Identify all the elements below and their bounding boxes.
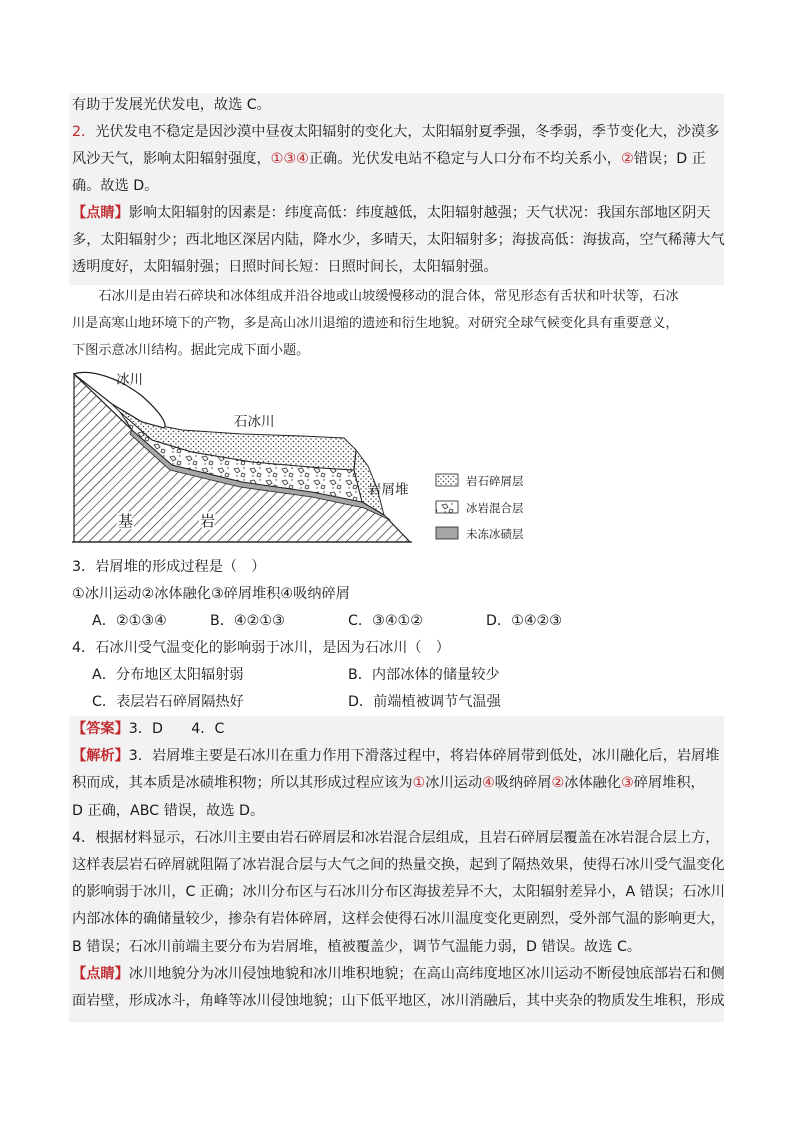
q3-option-d[interactable]: D．①④②③ bbox=[486, 613, 562, 629]
block2-segment: 3．D 4．C bbox=[128, 721, 225, 737]
block2-line bbox=[72, 964, 725, 984]
block1-line bbox=[72, 95, 271, 115]
block1-segment: 错误；D 正 bbox=[633, 151, 706, 167]
block2-segment: ① bbox=[412, 775, 426, 792]
legend-ice-rock-mixed: 冰岩混合层 bbox=[466, 501, 524, 515]
block1-line bbox=[72, 176, 158, 196]
q4-option-b[interactable]: B．内部冰体的储量较少 bbox=[348, 667, 500, 683]
block2-line bbox=[72, 855, 725, 875]
block1-segment: 【点睛】 bbox=[72, 205, 129, 221]
block2-line bbox=[72, 882, 725, 902]
block2-segment: 【解析】 bbox=[72, 748, 129, 765]
q3-option-b[interactable]: B．④②①③ bbox=[210, 613, 285, 629]
q4-option-a[interactable]: A．分布地区太阳辐射弱 bbox=[92, 667, 244, 683]
legend-unfrozen-till: 未冻冰碛层 bbox=[466, 527, 524, 541]
block2-line bbox=[72, 909, 725, 929]
block2-line bbox=[72, 937, 641, 957]
legend bbox=[436, 474, 524, 541]
block1-segment: 透明度好，太阳辐射强；日照时间长短：日照时间长，太阳辐射强。 bbox=[72, 259, 498, 275]
intro-line: 石冰川是由岩石碎块和冰体组成并沿谷地或山坡缓慢移动的混合体，常见形态有舌状和叶状等，石冰 bbox=[72, 289, 679, 304]
block2-segment: 4．根据材料显示，石冰川主要由岩石碎屑层和冰岩混合层组成，且岩石碎屑层覆盖在冰岩混合层上方， bbox=[72, 829, 720, 846]
block2-segment: 冰川地貌分为冰川侵蚀地貌和冰川堆积地貌；在高山高纬度地区冰川运动不断侵蚀底部岩石和侧 bbox=[128, 965, 725, 982]
block2-segment: 的影响弱于冰川，C 正确；冰川分布区与石冰川分布区海拔差异不大，太阳辐射差异小，A 错误；石冰川 bbox=[72, 884, 725, 901]
block2-segment: 积而成，其本质是冰碛堆积物；所以其形成过程应该为 bbox=[72, 775, 413, 792]
block1-segment: 正确。光伏发电站不稳定与人口分布不均关系小， bbox=[308, 151, 621, 167]
block2-segment: 冰川运动 bbox=[425, 775, 483, 792]
block2-segment: ③ bbox=[621, 775, 634, 792]
block2-segment: 冰体融化 bbox=[564, 775, 622, 792]
block2-segment: ② bbox=[551, 775, 565, 792]
q3-steps: ①冰川运动②冰体融化③碎屑堆积④吸纳碎屑 bbox=[72, 586, 350, 602]
block2-line bbox=[72, 991, 725, 1011]
q3-option-c[interactable]: C．③④①② bbox=[348, 613, 423, 629]
block2-segment: 这样表层岩石碎屑就阻隔了冰岩混合层与大气之间的热量交换，起到了隔热效果，使得石冰川受气温变化 bbox=[72, 857, 725, 873]
block1-segment: 有助于发展光伏发电，故选 C。 bbox=[72, 97, 271, 113]
q4-option-c[interactable]: C．表层岩石碎屑隔热好 bbox=[92, 694, 244, 710]
block1-line bbox=[72, 257, 498, 277]
block1-segment: 光伏发电不稳定是因沙漠中昼夜太阳辐射的变化大，太阳辐射夏季强，冬季弱，季节变化大，沙漠多 bbox=[95, 124, 720, 140]
legend-rock-debris: 岩石碎屑层 bbox=[466, 474, 524, 488]
block2-line bbox=[72, 773, 705, 793]
intro-line: 下图示意冰川结构。据此完成下面小题。 bbox=[72, 343, 310, 358]
block1-segment: 多，太阳辐射少；西北地区深居内陆，降水少，多晴天，太阳辐射多；海拔高低：海拔高，空气稀薄大气 bbox=[72, 232, 725, 248]
block1-segment: 确。故选 D。 bbox=[72, 178, 159, 194]
intro-line: 川是高寒山地环境下的产物，多是高山冰川退缩的遗迹和衍生地貌。对研究全球气候变化具有重要意义， bbox=[72, 316, 679, 331]
block2-segment: 【点睛】 bbox=[72, 965, 129, 982]
glacier-structure-diagram bbox=[72, 370, 562, 548]
block2-segment: D 正确，ABC 错误，故选 D。 bbox=[72, 802, 265, 819]
block1-line bbox=[72, 149, 706, 169]
block2-segment: B 错误；石冰川前端主要分布为岩屑堆，植被覆盖少，调节气温能力弱，D 错误。故选 C。 bbox=[72, 938, 642, 955]
label-bedrock-1: 基 bbox=[118, 512, 134, 530]
block2-line bbox=[72, 828, 719, 848]
block2-segment: 吸纳碎屑 bbox=[494, 775, 552, 792]
block1-segment: ①③④ bbox=[270, 151, 309, 167]
q4-stem: 4．石冰川受气温变化的影响弱于冰川，是因为石冰川（ ） bbox=[72, 640, 450, 656]
block2-line bbox=[72, 746, 719, 766]
block2-line bbox=[72, 719, 224, 739]
block2-segment: 碎屑堆积， bbox=[633, 775, 705, 792]
q3-option-a[interactable]: A．②①③④ bbox=[92, 613, 167, 629]
label-talus: 岩屑堆 bbox=[368, 482, 409, 498]
block1-segment: 影响太阳辐射的因素是：纬度高低：纬度越低，太阳辐射越强；天气状况：我国东部地区阴天 bbox=[128, 205, 711, 221]
block2-segment: 内部冰体的确储量较少，掺杂有岩体碎屑，这样会使得石冰川温度变化更剧烈，受外部气温的影响更大， bbox=[72, 911, 725, 928]
block1-line bbox=[72, 203, 710, 223]
block1-segment: ② bbox=[620, 151, 634, 167]
block1-segment: 2． bbox=[72, 124, 96, 140]
block2-line bbox=[72, 801, 264, 821]
block1-line bbox=[72, 122, 719, 142]
block2-segment: 【答案】 bbox=[72, 721, 129, 737]
q3-stem: 3．岩屑堆的形成过程是（ ） bbox=[72, 559, 266, 575]
label-glacier: 冰川 bbox=[116, 372, 143, 388]
label-bedrock-2: 岩 bbox=[200, 512, 216, 530]
block2-segment: 面岩壁，形成冰斗，角峰等冰川侵蚀地貌；山下低平地区，冰川消融后，其中夹杂的物质发生堆积，形成 bbox=[72, 993, 725, 1009]
block1-segment: 风沙天气，影响太阳辐射强度， bbox=[72, 151, 271, 167]
block2-segment: ④ bbox=[482, 775, 495, 792]
q4-option-d[interactable]: D．前端植被调节气温强 bbox=[348, 694, 501, 710]
label-rock-glacier: 石冰川 bbox=[234, 414, 275, 430]
block2-segment: 3．岩屑堆主要是石冰川在重力作用下滑落过程中，将岩体碎屑带到低处，冰川融化后，岩屑堆 bbox=[128, 748, 720, 765]
block1-line bbox=[72, 230, 725, 250]
